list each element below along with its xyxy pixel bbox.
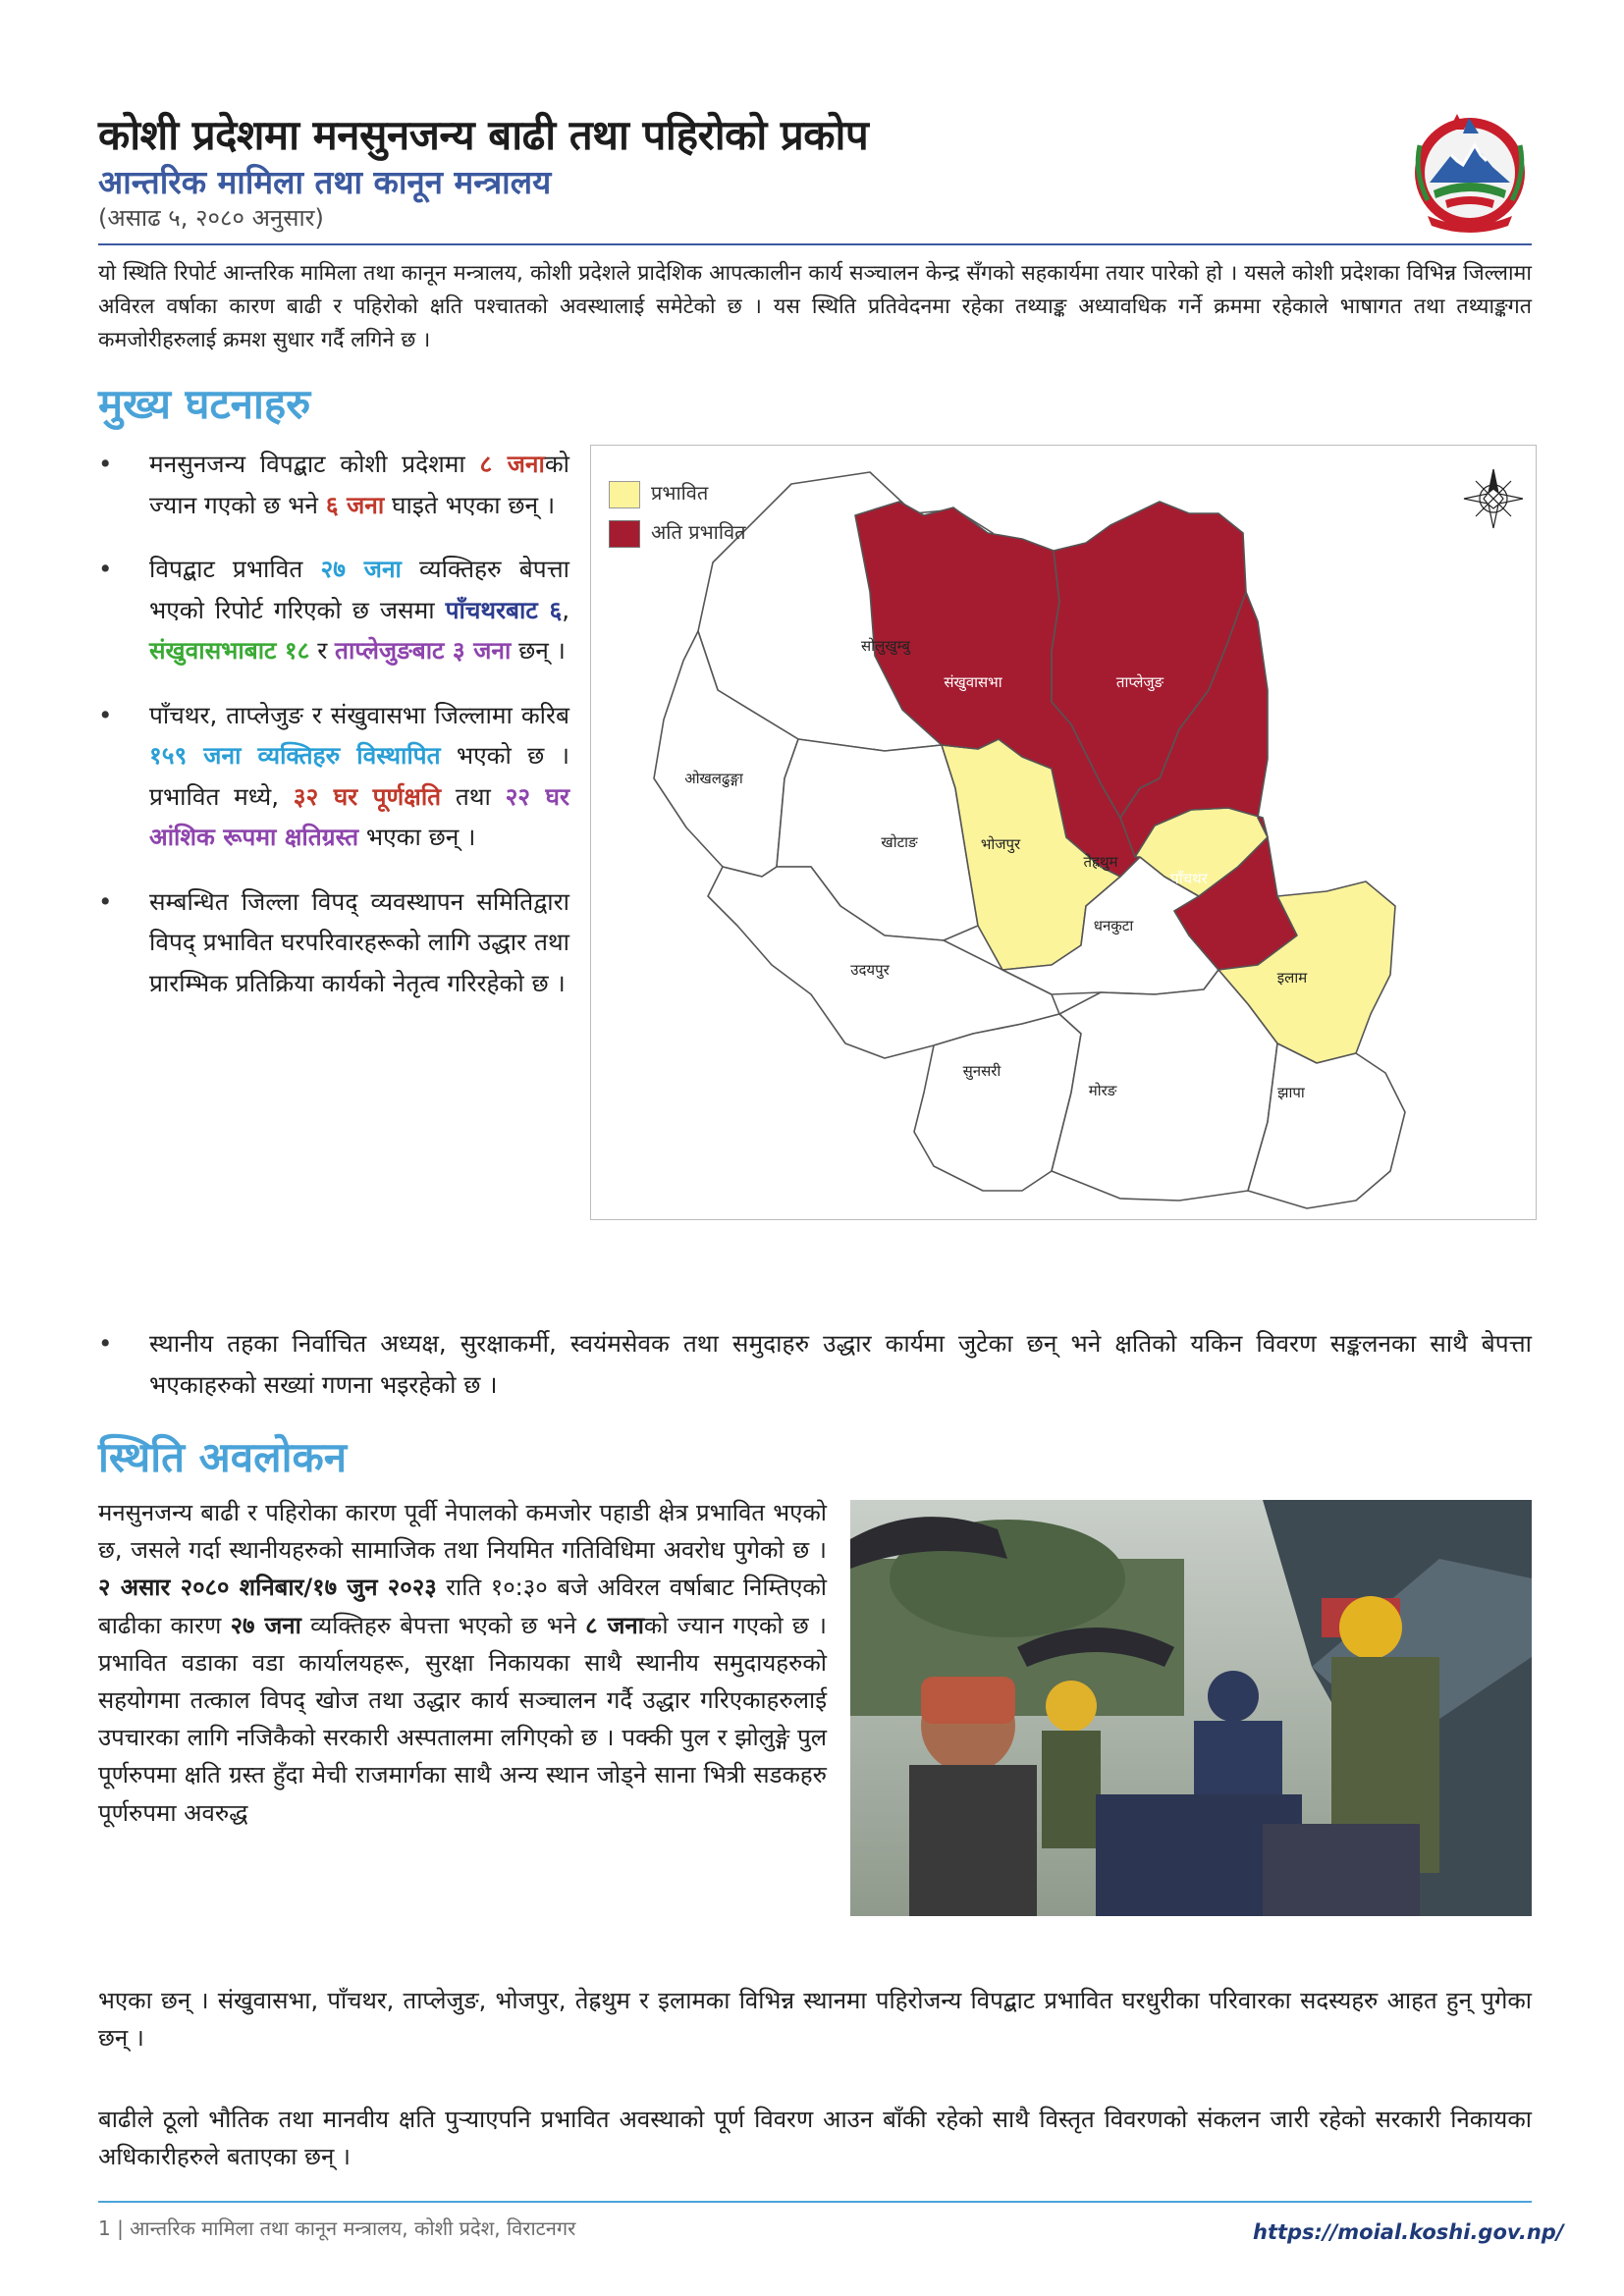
highlights-heading: मुख्य घटनाहरु	[98, 380, 311, 428]
label-ilam: इलाम	[1276, 969, 1308, 987]
highlight-deaths: • मनसुनजन्य विपद्बाट कोशी प्रदेशमा ८ जनाको ज्यान गएको छ भने ६ जना घाइते भएका छन् ।	[98, 444, 569, 525]
report-date: (असाढ ५, २०८० अनुसार)	[98, 204, 324, 232]
footer-divider	[98, 2201, 1532, 2203]
label-taplejung: ताप्लेजुङ	[1115, 673, 1164, 691]
header-divider	[98, 243, 1532, 245]
label-khotang: खोटाङ	[881, 833, 918, 851]
north-arrow-compass-icon	[1464, 469, 1523, 528]
legend-severe-swatch	[609, 520, 640, 548]
footer-page-info: 1 | आन्तरिक मामिला तथा कानून मन्त्रालय, कोशी प्रदेश, विराटनगर	[98, 2216, 576, 2240]
rescue-operation-photo	[850, 1500, 1532, 1916]
label-okhaldhunga: ओखलढुङ्गा	[684, 770, 743, 787]
label-sankhuwasabha: संखुवासभा	[944, 673, 1002, 691]
legend-severe-label: अति प्रभावित	[651, 520, 746, 544]
closing-paragraph: बाढीले ठूलो भौतिक तथा मानवीय क्षति पुऱ्याएपनि प्रभावित अवस्थाको पूर्ण विवरण आउन बाँकी रहेको साथै विस्तृत विवरणको संकलन जारी रहेको सरकारी निकायका अधिकारीहरुले बताएका छन् ।	[98, 2106, 1532, 2171]
label-jhapa: झापा	[1277, 1084, 1305, 1101]
nepal-emblem-icon	[1406, 106, 1534, 239]
highlights-list	[98, 444, 569, 1027]
overview-heading: स्थिति अवलोकन	[98, 1433, 348, 1481]
label-solukhumbu: सोलुखुम्बु	[861, 637, 910, 655]
highlights-list-continued	[98, 1323, 1532, 1405]
overview-paragraph-continued: भएका छन् । संखुवासभा, पाँचथर, ताप्लेजुङ, भोजपुर, तेह्रथुम र इलामका विभिन्न स्थानमा पहिरोजन्य विपद्बाट प्रभावित घरधुरीका परिवारका सदस्यहरु आहत हुन् पुगेका छन् ।	[98, 1987, 1532, 2053]
label-dhankuta: धनकुटा	[1093, 917, 1134, 934]
label-panchthar: पाँचथर	[1170, 870, 1208, 887]
highlight-response: • सम्बन्धित जिल्ला विपद् व्यवस्थापन समितिद्वारा विपद् प्रभावित घरपरिवारहरूको लागि उद्धार तथा प्रारम्भिक प्रतिक्रिया कार्यको नेतृत्व गरिरहेको छ ।	[98, 881, 569, 1004]
overview-paragraph: मनसुनजन्य बाढी र पहिरोका कारण पूर्वी नेपालको कमजोर पहाडी क्षेत्र प्रभावित भएको छ, जसले गर्दा स्थानीयहरुको सामाजिक तथा नियमित गतिविधिमा अवरोध पुगेको छ । २ असार २०८० शनिबार/१७ जुन २०२३ राति १०:३० बजे अविरल वर्षाबाट निम्तिएको बाढीका कारण २७ जना व्यक्तिहरु बेपत्ता भएको छ भने ८ जनाको ज्यान गएको छ । प्रभावित वडाका वडा कार्यालयहरू, सुरक्षा निकायका साथै स्थानीय समुदायहरुको सहयोगमा तत्काल विपद् खोज तथा उद्धार कार्य सञ्चालन गर्दै उद्धार गरिएकाहरुलाई उपचारका लागि नजिकैको सरकारी अस्पतालमा लगिएको छ । पक्की पुल र झोलुङ्गे पुल पूर्णरुपमा क्षति ग्रस्त हुँदा मेची राजमार्गका साथै अन्य स्थान जोड्ने साना भित्री सडकहरु पूर्णरुपमा अवरुद्ध	[98, 1499, 828, 1827]
highlight-displaced: • पाँचथर, ताप्लेजुङ र संखुवासभा जिल्लामा करिब १५९ जना व्यक्तिहरु विस्थापित भएको छ । प्रभावित मध्ये, ३२ घर पूर्णक्षति तथा २२ घर आंशिक रूपमा क्षतिग्रस्त भएका छन् ।	[98, 695, 569, 858]
label-udayapur: उदयपुर	[850, 961, 890, 979]
district-morang	[1052, 970, 1277, 1201]
report-title: कोशी प्रदेशमा मनसुनजन्य बाढी तथा पहिरोको प्रकोप	[98, 111, 869, 159]
district-map-svg	[590, 445, 1535, 1218]
label-sunsari: सुनसरी	[962, 1062, 1001, 1080]
ministry-name: आन्तरिक मामिला तथा कानून मन्त्रालय	[98, 163, 552, 201]
highlight-missing: • विपद्बाट प्रभावित २७ जना व्यक्तिहरु बेपत्ता भएको रिपोर्ट गरिएको छ जसमा पाँचथरबाट ६, संखुवासभाबाट १८ र ताप्लेजुङबाट ३ जना छन् ।	[98, 549, 569, 671]
label-terhathum: तेह्रथुम	[1083, 853, 1118, 871]
footer-website-link[interactable]: https://moial.koshi.gov.np/	[1253, 2220, 1564, 2244]
highlight-local-effort: • स्थानीय तहका निर्वाचित अध्यक्ष, सुरक्षाकर्मी, स्वयंमसेवक तथा समुदाहरु उद्धार कार्यमा जुटेका छन् भने क्षतिको यकिन विवरण सङ्कलनका साथै बेपत्ता भएकाहरुको सख्यां गणना भइरहेको छ ।	[98, 1323, 1532, 1405]
label-bhojpur: भोजपुर	[980, 835, 1021, 853]
legend-affected-label: प्रभावित	[651, 481, 709, 505]
legend-affected-swatch	[609, 481, 640, 508]
intro-paragraph: यो स्थिति रिपोर्ट आन्तरिक मामिला तथा कानून मन्त्रालय, कोशी प्रदेशले प्रादेशिक आपत्कालीन कार्य सञ्चालन केन्द्र सँगको सहकार्यमा तयार पारेको हो । यसले कोशी प्रदेशका विभिन्न जिल्लामा अविरल वर्षाका कारण बाढी र पहिरोको क्षति पश्चातको अवस्थालाई समेटेको छ । यस स्थिति प्रतिवेदनमा रहेका तथ्याङ्क अध्यावधिक गर्ने क्रममा रहेकाले भाषागत तथा तथ्याङ्कगत कमजोरीहरुलाई क्रमश सुधार गर्दै लगिने छ ।	[98, 261, 1532, 352]
label-morang: मोरङ	[1088, 1082, 1117, 1099]
